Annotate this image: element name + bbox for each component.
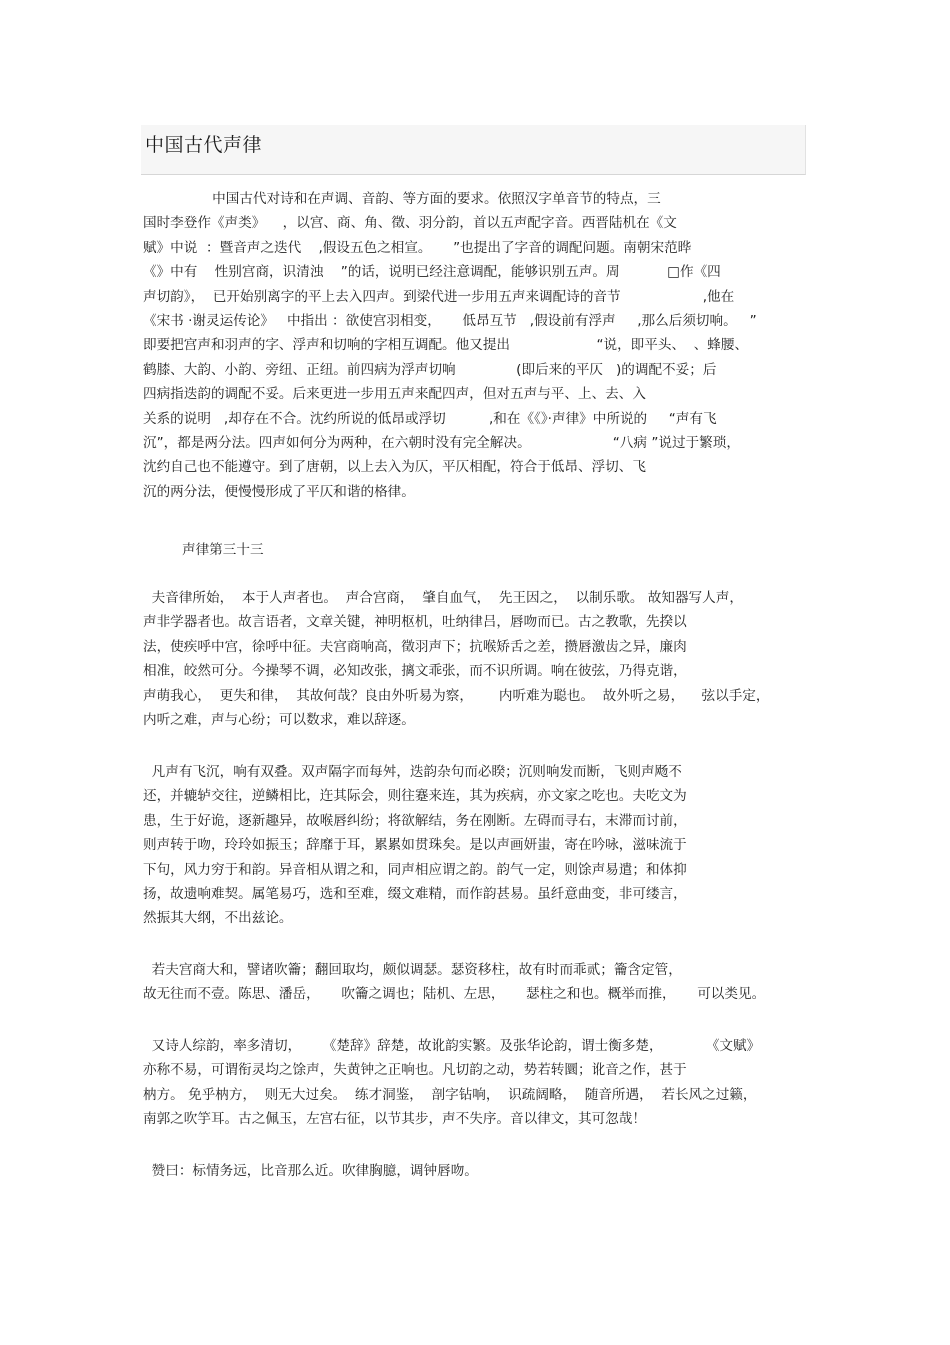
text-line: 内听之难，声与心纷；可以数求，难以辞逐。 — [143, 711, 415, 728]
paragraph-2 — [143, 760, 808, 931]
text-line: 国时李登作《声类》 ，以宫、商、角、徵、羽分韵，首以五声配字音。西晋陆机在《文 — [143, 215, 677, 232]
title-bar — [141, 125, 806, 175]
text-line: 故无往而不壹。陈思、潘岳， 吹籥之调也；陆机、左思， 瑟柱之和也。概举而推， 可以类见。 — [143, 986, 766, 1003]
text-line: 扬，故遗响难契。属笔易巧，选和至难，缀文难精，而作韵甚易。虽纤意曲变，非可缕言， — [143, 885, 687, 902]
page-title: 中国古代声律 — [145, 134, 263, 156]
text-line: 关系的说明 ,却存在不合。沈约所说的低昂或浮切 ,和在《《》·声律》中所说的 “声有飞 — [143, 410, 717, 427]
text-line: 声非学器者也。故言语者，文章关键，神明枢机，吐纳律吕，唇吻而已。古之教歌，先揆以 — [143, 614, 687, 631]
text-line: 患，生于好诡，逐新趣异，故喉唇纠纷；将欲解结，务在刚断。左碍而寻右，末滞而讨前， — [143, 812, 687, 829]
text-line: 即要把宫声和羽声的字、浮声和切响的字相互调配。他又提出 “说，即平头、 、蜂腰、 — [143, 337, 749, 354]
text-line: 中国古代对诗和在声调、音韵、等方面的要求。依照汉字单音节的特点，三 — [143, 191, 661, 207]
text-line: 声萌我心， 更失和律， 其故何哉？良由外听易为察， 内听难为聪也。 故外听之易， 弦以手定， — [143, 687, 770, 704]
intro-paragraph — [143, 187, 808, 504]
text-line: 沈约自己也不能遵守。到了唐朝，以上去入为仄，平仄相配，符合于低昂、浮切、飞 — [143, 459, 646, 476]
text-line: 然振其大纲，不出兹论。 — [143, 910, 293, 927]
text-line: 亦称不易，可谓衔灵均之馀声，失黄钟之正响也。凡切韵之动，势若转圜；讹音之作，甚于 — [143, 1062, 687, 1079]
text-line: 南郭之吹竽耳。古之佩玉，左宫右征，以节其步，声不失序。音以律文，其可忽哉！ — [143, 1111, 646, 1128]
text-line: 四病指迭韵的调配不妥。后来更进一步用五声来配四声，但对五声与平、上、去、入 — [143, 386, 646, 403]
text-line: 赋》中说 ：暨音声之迭代 ,假设五色之相宣。 ”也提出了字音的调配问题。南朝宋范晔 — [143, 239, 692, 256]
text-line: 赞曰：标情务远，比音那么近。吹律胸臆，调钟唇吻。 — [143, 1163, 478, 1179]
paragraph-1 — [143, 586, 808, 732]
text-line: 沉”，都是两分法。四声如何分为两种，在六朝时没有完全解决。 “八病 ”说过于繁琐， — [143, 434, 740, 451]
text-line: 相准，皎然可分。今操琴不调，必知改张，摛文乖张，而不识所调。响在彼弦，乃得克谐， — [143, 663, 687, 680]
text-line: 又诗人综韵，率多清切， 《楚辞》辞楚，故讹韵实繁。及张华论韵，谓士衡多楚， 《文赋》 — [143, 1038, 761, 1054]
text-line: 下句，风力穷于和韵。异音相从谓之和，同声相应谓之韵。韵气一定，则馀声易遣；和体抑 — [143, 861, 687, 878]
text-line: 《宋书 ·谢灵运传论》 中指出 ：欲使宫羽相变， 低昂互节 ,假设前有浮声 ,那么后须切响。 ” — [143, 312, 757, 329]
paragraph-5 — [143, 1159, 808, 1183]
text-line: 凡声有飞沉，响有双叠。双声隔字而每舛，迭韵杂句而必睽；沉则响发而断，飞则声飏不 — [143, 764, 682, 780]
text-line: 沉的两分法，便慢慢形成了平仄和谐的格律。 — [143, 483, 415, 500]
text-line: 则声转于吻，玲玲如振玉；辞靡于耳，累累如贯珠矣。是以声画妍蚩，寄在吟咏，滋味流于 — [143, 837, 687, 854]
section-heading: 声律第三十三 — [182, 542, 264, 558]
paragraph-3 — [143, 958, 808, 1007]
text-line: 还，并辘轳交往，逆鳞相比，迕其际会，则往蹇来连，其为疾病，亦文家之吃也。夫吃文为 — [143, 788, 687, 805]
text-line: 法，使疾呼中宫，徐呼中征。夫宫商响高，徵羽声下；抗喉矫舌之差，攒唇激齿之异，廉肉 — [143, 638, 687, 655]
text-line: 声切韵》， 已开始别离字的平上去入四声。到梁代进一步用五声来调配诗的音节 ,他在 — [143, 288, 735, 305]
paragraph-4 — [143, 1034, 808, 1132]
text-line: 鹤膝、大韵、小韵、旁纽、正纽。前四病为浮声切响 (即后来的平仄 )的调配不妥；后 — [143, 361, 717, 378]
text-line: 枘方。 免乎枘方， 则无大过矣。 练才洞鉴， 剖字钻响， 识疏阔略， 随音所遇， 若长风之过籁， — [143, 1086, 757, 1103]
text-line: 夫音律所始， 本于人声者也。 声合宫商， 肇自血气， 先王因之， 以制乐歌。 故知器写人声， — [143, 590, 743, 606]
text-line: 《》中有 性别宫商，识清浊 ”的话，说明已经注意调配，能够识别五声。周 □作《四 — [143, 264, 721, 281]
text-line: 若夫宫商大和，譬诸吹籥；翻回取均，颇似调瑟。瑟资移柱，故有时而乖贰；籥含定管， — [143, 962, 682, 978]
